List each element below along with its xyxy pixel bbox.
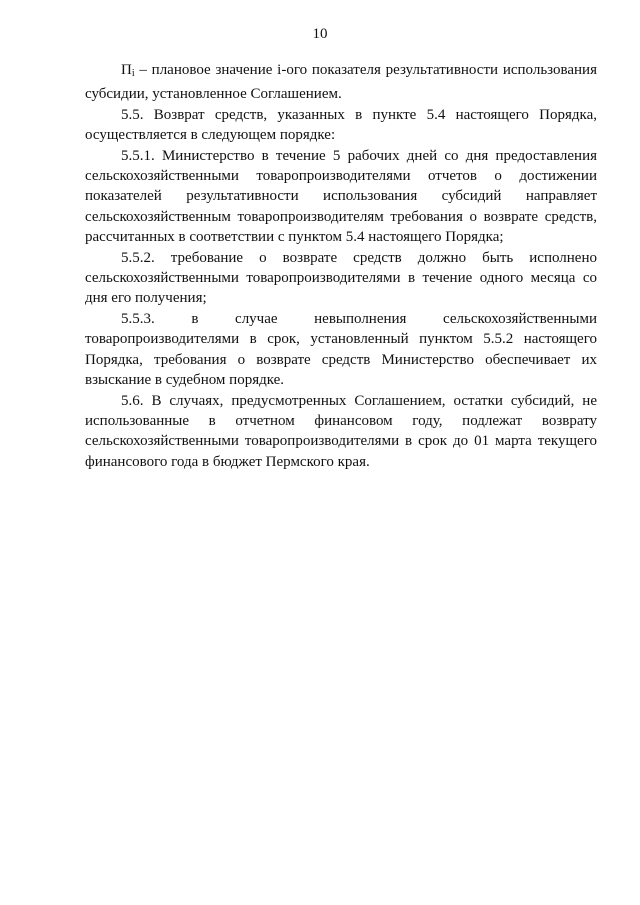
indicator-symbol-subscript: i bbox=[131, 68, 135, 79]
paragraph-indicator-definition bbox=[85, 60, 597, 105]
paragraph-5-5-1: 5.5.1. Министерство в течение 5 рабочих дней со дня предоставления сельскохозяйственными товаропроизводителями отчетов о достижении показателей результативности использования субсидий направляет сельскохозяйственным товаропроизводителям требования о возврате средств, рассчитанных в соответствии с пунктом 5.4 настоящего Порядка; bbox=[85, 147, 597, 246]
indicator-definition-text: – плановое значение i-ого показателя результативности использования субсидии, установленное Соглашением. bbox=[85, 62, 597, 103]
paragraph-5-6: 5.6. В случаях, предусмотренных Соглашением, остатки субсидий, не использованные в отчетном финансовом году, подлежат возврату сельскохозяйственными товаропроизводителями в срок до 01 марта текущего финансового года в бюджет Пермского края. bbox=[85, 392, 597, 470]
document-body bbox=[85, 60, 597, 472]
paragraph-5-5: 5.5. Возврат средств, указанных в пункте 5.4 настоящего Порядка, осуществляется в следующем порядке: bbox=[85, 106, 597, 144]
indicator-symbol: П bbox=[121, 62, 132, 78]
page-number: 10 bbox=[312, 26, 328, 42]
paragraph-5-5-3: 5.5.3. в случае невыполнения сельскохозяйственными товаропроизводителями в срок, установленный пунктом 5.5.2 настоящего Порядка, требования о возврате средств Министерство обеспечивает их взыскание в судебном порядке. bbox=[85, 310, 597, 389]
paragraph-5-5-2: 5.5.2. требование о возврате средств должно быть исполнено сельскохозяйственными товаропроизводителями в течение одного месяца со дня его получения; bbox=[85, 249, 597, 307]
